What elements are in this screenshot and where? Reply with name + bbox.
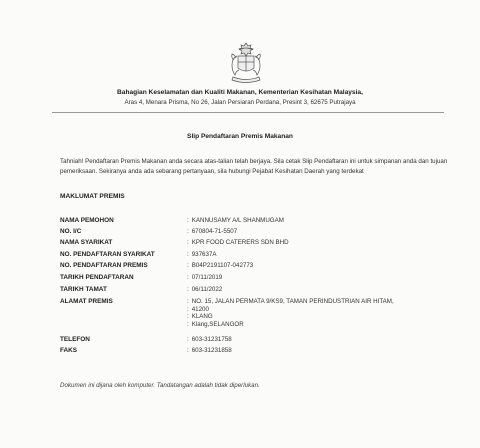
detail-row-registration-date: TARIKH PENDAFTARAN : 07/11/2019	[60, 274, 223, 281]
address-line: Klang,SELANGOR	[191, 321, 244, 329]
detail-label: FAKS	[60, 347, 78, 354]
detail-label: TARIKH PENDAFTARAN	[60, 274, 134, 281]
detail-value: 07/11/2019	[191, 274, 223, 281]
intro-paragraph: Tahniah! Pendaftaran Premis Makanan anda secara atas-talian telah berjaya. Sila cetak Slip Pendaftaran ini untuk simpanan anda dan tujuan pemeriksaan. Sekiranya anda ada sebarang pertanyaan, sila hubungi Pejabat Kesihatan Daerah yang terdekat	[60, 158, 448, 175]
detail-value: KANNUSAMY A/L SHANMUGAM	[191, 217, 284, 224]
document-title: Slip Pendaftaran Premis Makanan	[187, 133, 293, 140]
detail-value: 670804-71-5507	[191, 228, 238, 235]
department-name: Bahagian Keselamatan dan Kualiti Makanan, Kementerian Kesihatan Malaysia,	[117, 89, 363, 96]
detail-row-company-reg: NO. PENDAFTARAN SYARIKAT : 937637A	[60, 251, 217, 258]
address-line: NO. 15, JALAN PERMATA 9/KS9, TAMAN PERINDUSTRIAN AIR HITAM,	[191, 298, 394, 305]
detail-value: B04P2191107-042773	[191, 262, 254, 269]
department-address: Aras 4, Menara Prisma, No 26, Jalan Persiaran Perdana, Presint 3, 62675 Putrajaya	[124, 99, 356, 106]
detail-row-ic: NO. I/C : 670804-71-5507	[60, 228, 238, 235]
detail-label: TARIKH TAMAT	[60, 286, 107, 293]
detail-value: 603-31231758	[191, 336, 232, 343]
header-divider	[52, 112, 444, 113]
address-line: 41200	[191, 305, 209, 313]
detail-label: NO. PENDAFTARAN SYARIKAT	[60, 251, 155, 258]
detail-label: NAMA SYARIKAT	[60, 239, 113, 246]
detail-value: 603-31231858	[191, 347, 232, 354]
detail-label: TELEFON	[60, 336, 90, 343]
detail-row-premise-reg: NO. PENDAFTARAN PREMIS : B04P2191107-042773	[60, 262, 254, 269]
detail-value: 06/11/2022	[191, 286, 223, 293]
detail-row-premise-address: ALAMAT PREMIS : NO. 15, JALAN PERMATA 9/KS9, TAMAN PERINDUSTRIAN AIR HITAM, : 41200 : KLANG : Klang,SELANGOR	[60, 298, 394, 329]
detail-row-expiry-date: TARIKH TAMAT : 06/11/2022	[60, 286, 223, 293]
detail-row-applicant-name: NAMA PEMOHON : KANNUSAMY A/L SHANMUGAM	[60, 217, 284, 224]
detail-label: NO. PENDAFTARAN PREMIS	[60, 262, 148, 269]
detail-value: 937637A	[191, 251, 217, 258]
address-line: KLANG	[191, 313, 213, 321]
detail-row-telephone: TELEFON : 603-31231758	[60, 336, 232, 343]
computer-generated-note: Dokumen ini dijana oleh komputer. Tandatangan adalah tidak diperlukan.	[60, 382, 260, 389]
detail-value: KPR FOOD CATERERS SDN BHD	[191, 239, 289, 246]
premise-details	[60, 217, 450, 358]
detail-row-fax: FAKS : 603-31231858	[60, 347, 232, 354]
detail-label: ALAMAT PREMIS	[60, 298, 113, 305]
section-title: MAKLUMAT PREMIS	[60, 193, 125, 200]
detail-row-company-name: NAMA SYARIKAT : KPR FOOD CATERERS SDN BHD	[60, 239, 289, 246]
detail-label: NO. I/C	[60, 228, 82, 235]
detail-label: NAMA PEMOHON	[60, 217, 114, 224]
malaysia-coat-of-arms-icon	[224, 40, 268, 84]
